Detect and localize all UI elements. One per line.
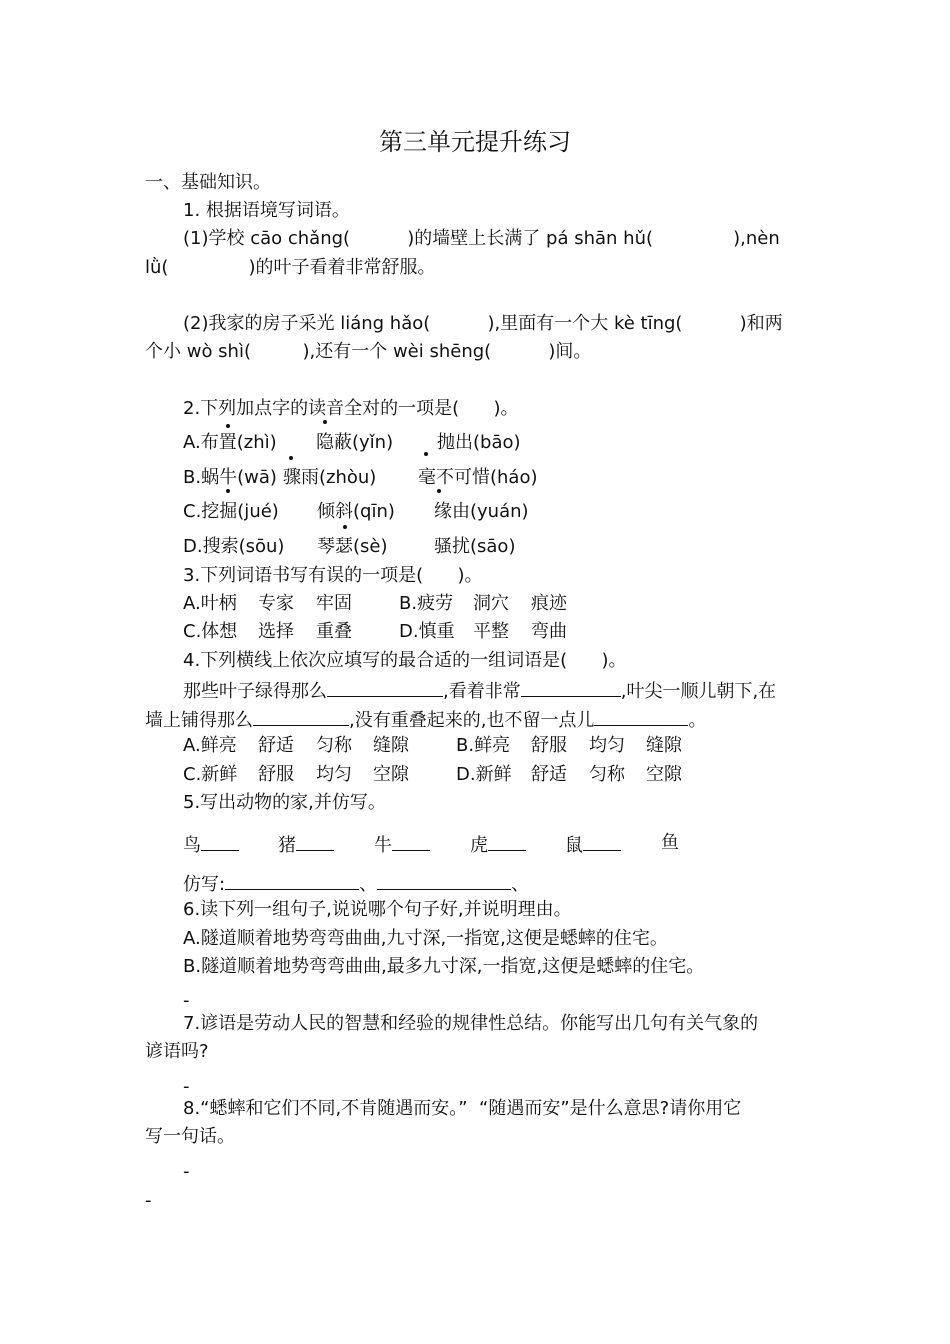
q4-b-2: 舒服 <box>531 735 567 756</box>
q3-d-1: D.慎重 <box>399 621 455 642</box>
fill-blank[interactable] <box>392 832 430 851</box>
q4-text: ,看着非常 <box>443 681 521 702</box>
emphasis-dot <box>323 420 327 424</box>
q5-animal-fish: 鱼 <box>661 832 679 853</box>
q8-line1: 8.“蟋蟀和它们不同,不肯随遇而安。” “随遇而安”是什么意思?请你用它 <box>183 1098 742 1119</box>
animal-label: 鸟 <box>183 835 201 856</box>
q5-animal-pig <box>278 832 334 857</box>
answer-dash: - <box>183 1076 190 1097</box>
q1-stem: 1. 根据语境写词语。 <box>183 200 350 221</box>
q4-a-3: 匀称 <box>316 735 352 756</box>
q4-d-2: 舒适 <box>531 764 567 785</box>
emphasis-dot <box>343 525 347 529</box>
fill-blank[interactable] <box>521 678 621 697</box>
q4-text: ,没有重叠起来的,也不留一点儿 <box>349 710 595 731</box>
q2-option-b-2: 骤雨(zhòu) <box>283 467 377 488</box>
animal-label: 虎 <box>470 835 488 856</box>
q3-b-1: B.疲劳 <box>399 593 454 614</box>
q5-stem: 5.写出动物的家,并仿写。 <box>183 792 386 813</box>
q2-option-a-3: 抛出(bāo) <box>437 432 521 453</box>
q4-passage-line2 <box>145 707 706 732</box>
animal-label: 猪 <box>278 835 296 856</box>
q5-animal-tiger <box>470 832 526 857</box>
emphasis-dot <box>226 424 230 428</box>
animal-label: 鼠 <box>565 835 583 856</box>
q4-b-4: 缝隙 <box>646 735 682 756</box>
q8-line2: 写一句话。 <box>145 1126 235 1147</box>
q2-option-c-1: C.挖掘(jué) <box>183 501 279 522</box>
q4-text: 。 <box>688 710 707 731</box>
emphasis-dot <box>424 452 428 456</box>
fill-blank[interactable] <box>253 707 349 726</box>
q7-line1: 7.谚语是劳动人民的智慧和经验的规律性总结。你能写出几句有关气象的 <box>183 1013 759 1034</box>
q4-d-3: 匀称 <box>589 764 625 785</box>
q3-a-1: A.叶柄 <box>183 593 237 614</box>
emphasis-dot <box>226 489 230 493</box>
q4-a-2: 舒适 <box>258 735 294 756</box>
answer-dash: - <box>183 1161 190 1182</box>
q1-p2-line2: 个小 wò shì( ),还有一个 wèi shēng( )间。 <box>145 341 592 362</box>
q4-b-1: B.鲜亮 <box>456 735 511 756</box>
q4-c-3: 均匀 <box>316 764 352 785</box>
q5-animal-bird <box>183 832 239 857</box>
q2-option-d-1: D.搜索(sōu) <box>183 536 285 557</box>
q3-d-2: 平整 <box>473 621 509 642</box>
section-heading: 一、基础知识。 <box>145 172 271 193</box>
q3-a-3: 牢固 <box>316 593 352 614</box>
imitate-label: 仿写: <box>183 874 226 895</box>
q4-c-4: 空隙 <box>373 764 409 785</box>
q5-animal-mouse <box>565 832 621 857</box>
q5-imitate <box>183 871 529 896</box>
fill-blank[interactable] <box>201 832 239 851</box>
q5-animal-cow <box>374 832 430 857</box>
q2-option-c-2: 倾斜(qīn) <box>317 501 395 522</box>
emphasis-dot <box>437 489 441 493</box>
q3-c-1: C.体想 <box>183 621 238 642</box>
fill-blank[interactable] <box>488 832 526 851</box>
q6-sentence-a: A.隧道顺着地势弯弯曲曲,九寸深,一指宽,这便是蟋蟀的住宅。 <box>183 928 668 949</box>
q3-stem: 3.下列词语书写有误的一项是( )。 <box>183 565 483 586</box>
answer-dash: - <box>183 990 190 1011</box>
q2-option-d-2: 琴瑟(sè) <box>317 536 388 557</box>
q3-d-3: 弯曲 <box>531 621 567 642</box>
q3-c-3: 重叠 <box>316 621 352 642</box>
fill-blank[interactable] <box>583 832 621 851</box>
q2-option-b-3: 毫不可惜(háo) <box>418 467 538 488</box>
separator: 、 <box>359 874 378 895</box>
q2-stem: 2.下列加点字的读音全对的一项是( )。 <box>183 398 519 419</box>
q1-p1-line2: lǜ( )的叶子看着非常舒服。 <box>145 257 436 278</box>
q4-text: 墙上铺得那么 <box>145 710 253 731</box>
q4-b-3: 均匀 <box>589 735 625 756</box>
fill-blank[interactable] <box>594 707 688 726</box>
q4-a-4: 缝隙 <box>373 735 409 756</box>
q2-option-a-2: 隐蔽(yǐn) <box>316 432 394 453</box>
answer-dash: - <box>145 1190 152 1211</box>
q6-stem: 6.读下列一组句子,说说哪个句子好,并说明理由。 <box>183 899 572 920</box>
q3-b-3: 痕迹 <box>531 593 567 614</box>
q4-d-1: D.新鲜 <box>456 764 512 785</box>
q4-stem: 4.下列横线上依次应填写的最合适的一组词语是( )。 <box>183 650 627 671</box>
fill-blank[interactable] <box>327 678 443 697</box>
q2-option-c-3: 缘由(yuán) <box>434 501 529 522</box>
q4-a-1: A.鲜亮 <box>183 735 237 756</box>
q3-a-2: 专家 <box>258 593 294 614</box>
q6-sentence-b: B.隧道顺着地势弯弯曲曲,最多九寸深,一指宽,这便是蟋蟀的住宅。 <box>183 956 705 977</box>
q4-c-2: 舒服 <box>258 764 294 785</box>
q2-option-b-1: B.蜗牛(wā) <box>183 467 277 488</box>
emphasis-dot <box>289 456 293 460</box>
fill-blank[interactable] <box>296 832 334 851</box>
q4-d-4: 空隙 <box>646 764 682 785</box>
q2-option-d-3: 骚扰(sāo) <box>434 536 516 557</box>
animal-label: 牛 <box>374 835 392 856</box>
fill-blank[interactable] <box>377 871 511 890</box>
q3-b-2: 洞穴 <box>473 593 509 614</box>
q1-p1-line1: (1)学校 cāo chǎng( )的墙壁上长满了 pá shān hǔ( ),nèn <box>183 228 780 249</box>
q4-passage-line1 <box>183 678 776 703</box>
fill-blank[interactable] <box>225 871 359 890</box>
page-title: 第三单元提升练习 <box>379 128 571 156</box>
q1-p2-line1: (2)我家的房子采光 liáng hǎo( ),里面有一个大 kè tīng( )和两 <box>183 313 783 334</box>
q3-c-2: 选择 <box>258 621 294 642</box>
q4-text: 那些叶子绿得那么 <box>183 681 327 702</box>
q7-line2: 谚语吗? <box>145 1041 209 1062</box>
q2-option-a-1: A.布置(zhì) <box>183 432 277 453</box>
separator: 、 <box>511 874 530 895</box>
q4-c-1: C.新鲜 <box>183 764 238 785</box>
q4-text: ,叶尖一顺儿朝下,在 <box>620 681 777 702</box>
